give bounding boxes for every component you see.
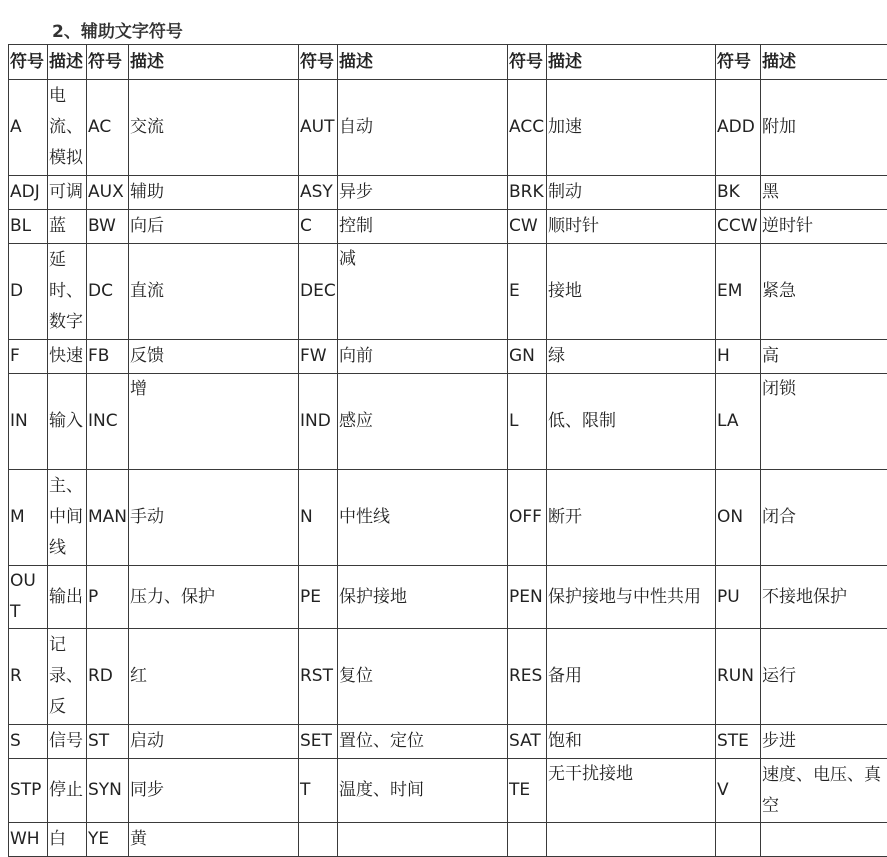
description-cell: 反馈: [129, 340, 299, 374]
description-cell: 顺时针: [547, 210, 716, 244]
description-cell: 中性线: [338, 470, 508, 566]
symbol-cell: BRK: [508, 176, 547, 210]
symbol-cell: F: [9, 340, 48, 374]
table-row: [9, 340, 887, 374]
symbol-cell: CW: [508, 210, 547, 244]
symbol-cell: AUX: [87, 176, 129, 210]
symbol-cell: PU: [716, 566, 761, 629]
description-cell: [547, 823, 716, 857]
description-cell: 接地: [547, 244, 716, 340]
description-cell: 控制: [338, 210, 508, 244]
symbol-cell: DC: [87, 244, 129, 340]
symbol-cell: RES: [508, 629, 547, 725]
header-cell: 符号: [299, 45, 338, 80]
description-cell: 快速: [48, 340, 87, 374]
description-cell: 附加: [761, 80, 887, 176]
symbol-cell: GN: [508, 340, 547, 374]
section-heading: 2、辅助文字符号: [52, 17, 183, 42]
symbol-cell: INC: [87, 374, 129, 470]
symbol-cell: FW: [299, 340, 338, 374]
description-cell: 异步: [338, 176, 508, 210]
description-cell: 可调: [48, 176, 87, 210]
symbol-cell: ON: [716, 470, 761, 566]
table-row: [9, 80, 887, 176]
symbol-cell: FB: [87, 340, 129, 374]
description-cell: 备用: [547, 629, 716, 725]
description-cell: 压力、保护: [129, 566, 299, 629]
description-cell: 保护接地: [338, 566, 508, 629]
symbol-cell: AC: [87, 80, 129, 176]
auxiliary-symbol-table: [8, 44, 887, 857]
description-cell: 输入: [48, 374, 87, 470]
description-cell: 保护接地与中性共用: [547, 566, 716, 629]
description-cell: 直流: [129, 244, 299, 340]
symbol-cell: PEN: [508, 566, 547, 629]
symbol-cell: V: [716, 759, 761, 823]
table-row: [9, 244, 887, 340]
table-row: [9, 759, 887, 823]
description-cell: 主、中间线: [48, 470, 87, 566]
description-cell: 闭合: [761, 470, 887, 566]
symbol-cell: T: [299, 759, 338, 823]
symbol-cell: DEC: [299, 244, 338, 340]
header-cell: 符号: [508, 45, 547, 80]
symbol-cell: ADJ: [9, 176, 48, 210]
symbol-cell: S: [9, 725, 48, 759]
description-cell: 饱和: [547, 725, 716, 759]
symbol-cell: TE: [508, 759, 547, 823]
symbol-cell: [299, 823, 338, 857]
symbol-cell: OUT: [9, 566, 48, 629]
description-cell: 辅助: [129, 176, 299, 210]
header-cell: 描述: [129, 45, 299, 80]
symbol-cell: CCW: [716, 210, 761, 244]
description-cell: 感应: [338, 374, 508, 470]
description-cell: 步进: [761, 725, 887, 759]
description-cell: 输出: [48, 566, 87, 629]
symbol-cell: WH: [9, 823, 48, 857]
symbol-cell: BW: [87, 210, 129, 244]
symbol-cell: SAT: [508, 725, 547, 759]
symbol-cell: R: [9, 629, 48, 725]
description-cell: 交流: [129, 80, 299, 176]
table-row: [9, 629, 887, 725]
symbol-cell: PE: [299, 566, 338, 629]
description-cell: [338, 823, 508, 857]
symbol-cell: P: [87, 566, 129, 629]
description-cell: 红: [129, 629, 299, 725]
symbol-cell: AUT: [299, 80, 338, 176]
symbol-cell: N: [299, 470, 338, 566]
header-cell: 符号: [87, 45, 129, 80]
symbol-cell: LA: [716, 374, 761, 470]
symbol-cell: YE: [87, 823, 129, 857]
symbol-cell: H: [716, 340, 761, 374]
description-cell: 向后: [129, 210, 299, 244]
header-cell: 符号: [9, 45, 48, 80]
description-cell: 加速: [547, 80, 716, 176]
description-cell: 蓝: [48, 210, 87, 244]
description-cell: 逆时针: [761, 210, 887, 244]
symbol-cell: [508, 823, 547, 857]
description-cell: 手动: [129, 470, 299, 566]
description-cell: 断开: [547, 470, 716, 566]
header-row: [9, 45, 887, 80]
symbol-cell: L: [508, 374, 547, 470]
table-row: [9, 374, 887, 470]
description-cell: 闭锁: [761, 374, 887, 470]
description-cell: 同步: [129, 759, 299, 823]
table-body: [9, 80, 887, 857]
symbol-cell: SYN: [87, 759, 129, 823]
description-cell: 信号: [48, 725, 87, 759]
symbol-cell: IND: [299, 374, 338, 470]
table-row: [9, 566, 887, 629]
header-cell: 符号: [716, 45, 761, 80]
description-cell: 电流、模拟: [48, 80, 87, 176]
symbol-cell: C: [299, 210, 338, 244]
symbol-cell: RST: [299, 629, 338, 725]
symbol-cell: IN: [9, 374, 48, 470]
symbol-cell: D: [9, 244, 48, 340]
description-cell: 向前: [338, 340, 508, 374]
symbol-cell: ADD: [716, 80, 761, 176]
description-cell: 运行: [761, 629, 887, 725]
symbol-cell: ST: [87, 725, 129, 759]
description-cell: 速度、电压、真空: [761, 759, 887, 823]
description-cell: 高: [761, 340, 887, 374]
header-cell: 描述: [761, 45, 887, 80]
header-cell: 描述: [547, 45, 716, 80]
description-cell: 黑: [761, 176, 887, 210]
table-row: [9, 470, 887, 566]
description-cell: 停止: [48, 759, 87, 823]
symbol-cell: M: [9, 470, 48, 566]
description-cell: 自动: [338, 80, 508, 176]
table-row: [9, 725, 887, 759]
description-cell: 无干扰接地: [547, 759, 716, 823]
description-cell: 制动: [547, 176, 716, 210]
description-cell: 减: [338, 244, 508, 340]
symbol-cell: BK: [716, 176, 761, 210]
symbol-cell: MAN: [87, 470, 129, 566]
symbol-cell: A: [9, 80, 48, 176]
table-row: [9, 210, 887, 244]
description-cell: 延时、数字: [48, 244, 87, 340]
symbol-cell: STP: [9, 759, 48, 823]
symbol-cell: OFF: [508, 470, 547, 566]
symbol-cell: RD: [87, 629, 129, 725]
symbol-cell: RUN: [716, 629, 761, 725]
description-cell: 温度、时间: [338, 759, 508, 823]
description-cell: [761, 823, 887, 857]
description-cell: 不接地保护: [761, 566, 887, 629]
description-cell: 紧急: [761, 244, 887, 340]
symbol-cell: E: [508, 244, 547, 340]
description-cell: 黄: [129, 823, 299, 857]
description-cell: 置位、定位: [338, 725, 508, 759]
symbol-cell: SET: [299, 725, 338, 759]
description-cell: 启动: [129, 725, 299, 759]
description-cell: 绿: [547, 340, 716, 374]
header-cell: 描述: [338, 45, 508, 80]
symbol-cell: [716, 823, 761, 857]
description-cell: 复位: [338, 629, 508, 725]
symbol-cell: STE: [716, 725, 761, 759]
table-row: [9, 176, 887, 210]
header-cell: 描述: [48, 45, 87, 80]
symbol-cell: BL: [9, 210, 48, 244]
description-cell: 记录、反: [48, 629, 87, 725]
description-cell: 低、限制: [547, 374, 716, 470]
symbol-cell: ASY: [299, 176, 338, 210]
description-cell: 增: [129, 374, 299, 470]
table-row: [9, 823, 887, 857]
description-cell: 白: [48, 823, 87, 857]
symbol-cell: EM: [716, 244, 761, 340]
symbol-cell: ACC: [508, 80, 547, 176]
